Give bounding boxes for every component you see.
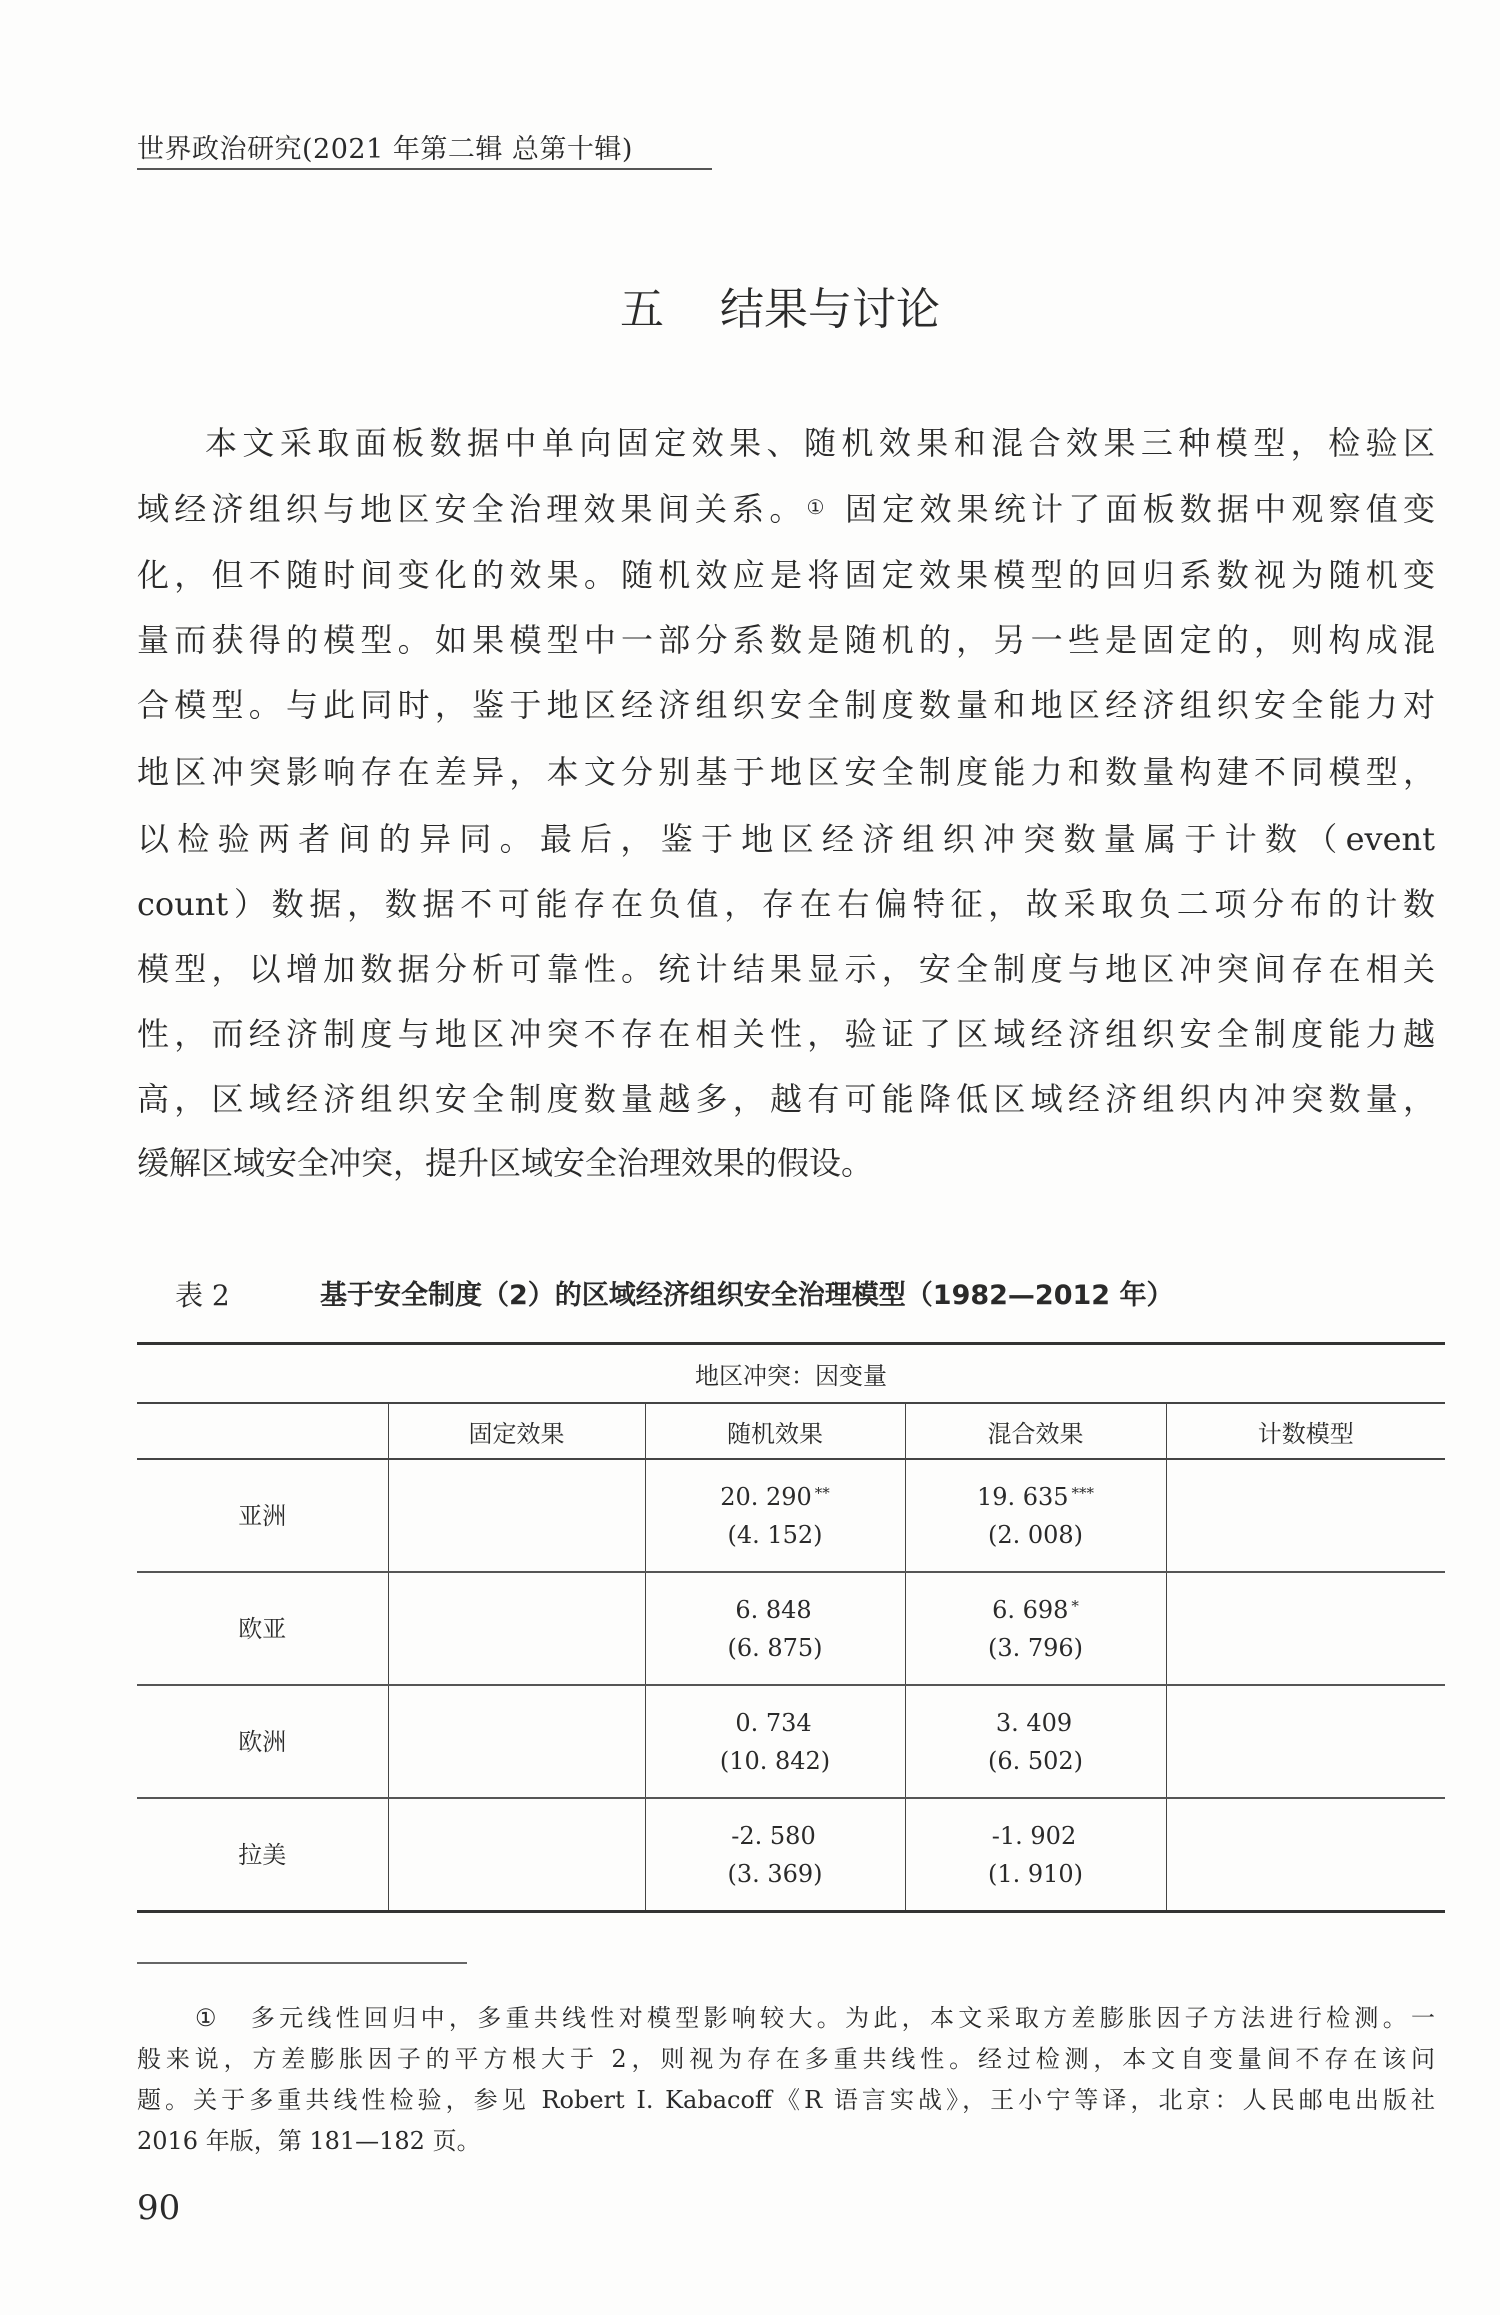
footnote-rule <box>137 1962 467 1964</box>
running-head: 世界政治研究(2021 年第二辑 总第十辑) <box>137 134 633 165</box>
table-title: 基于安全制度（2）的区域经济组织安全治理模型（1982—2012 年） <box>320 1280 1174 1311</box>
region-cell: 欧洲 <box>137 1685 388 1798</box>
footnote-text: 多元线性回归中，多重共线性对模型影响较大。为此，本文采取方差膨胀因子方法进行检测。一 <box>250 2004 1436 2032</box>
count-cell <box>1166 1685 1445 1798</box>
mixed-cell <box>905 1459 1166 1572</box>
mixed-cell <box>905 1572 1166 1685</box>
column-header: 固定效果 <box>388 1403 645 1459</box>
body-line: 量而获得的模型。如果模型中一部分系数是随机的，另一些是固定的，则构成混 <box>137 621 1435 659</box>
region-cell: 拉美 <box>137 1798 388 1912</box>
standard-error: (6. 502) <box>987 1746 1084 1775</box>
body-line: 高，区域经济组织安全制度数量越多，越有可能降低区域经济组织内冲突数量， <box>137 1080 1435 1118</box>
footnote-line: 题。关于多重共线性检验，参见 Robert I. Kabacoff《R 语言实战》，王小宁等译，北京：人民邮电出版社 <box>137 2086 1435 2114</box>
coefficient: -2. 580 <box>731 1821 816 1850</box>
section-number: 五 <box>620 284 664 335</box>
standard-error: (3. 369) <box>727 1859 823 1888</box>
coefficient: 19. 635 <box>976 1482 1069 1511</box>
significance-stars: *** <box>1071 1483 1095 1502</box>
body-line: 以检验两者间的异同。最后，鉴于地区经济组织冲突数量属于计数（event <box>137 820 1435 858</box>
body-line: 本文采取面板数据中单向固定效果、随机效果和混合效果三种模型，检验区 <box>205 424 1435 462</box>
section-heading: 结果与讨论 <box>720 284 940 335</box>
region-cell: 亚洲 <box>137 1459 388 1572</box>
fixed-cell <box>388 1798 645 1912</box>
coefficient: 6. 698 <box>992 1595 1069 1624</box>
region-cell: 欧亚 <box>137 1572 388 1685</box>
column-header: 随机效果 <box>645 1403 905 1459</box>
body-line: 合模型。与此同时，鉴于地区经济组织安全制度数量和地区经济组织安全能力对 <box>137 686 1435 724</box>
coefficient: 3. 409 <box>995 1708 1073 1737</box>
random-cell <box>645 1459 905 1572</box>
results-table <box>137 1342 1445 1913</box>
footnote-line <box>195 2003 1435 2033</box>
standard-error: (2. 008) <box>987 1520 1084 1549</box>
table-row <box>137 1572 1445 1685</box>
table-row <box>137 1459 1445 1572</box>
dependent-variable-row <box>137 1344 1445 1404</box>
column-header: 混合效果 <box>905 1403 1166 1459</box>
page-number: 90 <box>137 2188 181 2228</box>
standard-error: (10. 842) <box>719 1746 831 1775</box>
section-title <box>620 282 940 338</box>
body-line-text: 域经济组织与地区安全治理效果间关系。 <box>137 490 807 528</box>
standard-error: (3. 796) <box>987 1633 1084 1662</box>
body-line: 性，而经济制度与地区冲突不存在相关性，验证了区域经济组织安全制度能力越 <box>137 1015 1435 1053</box>
body-line-text: 固定效果统计了面板数据中观察值变 <box>845 490 1435 528</box>
significance-stars: * <box>1071 1596 1079 1615</box>
fixed-cell <box>388 1572 645 1685</box>
fixed-cell <box>388 1685 645 1798</box>
body-line: count）数据，数据不可能存在负值，存在右偏特征，故采取负二项分布的计数 <box>137 885 1435 923</box>
body-line: 模型，以增加数据分析可靠性。统计结果显示，安全制度与地区冲突间存在相关 <box>137 950 1435 988</box>
body-line <box>137 489 1435 529</box>
header-rule <box>137 168 712 170</box>
mixed-cell <box>905 1685 1166 1798</box>
body-line: 缓解区域安全冲突，提升区域安全治理效果的假设。 <box>137 1144 874 1182</box>
table-header-row <box>137 1403 1445 1459</box>
body-line: 化，但不随时间变化的效果。随机效应是将固定效果模型的回归系数视为随机变 <box>137 556 1435 594</box>
table-row <box>137 1798 1445 1912</box>
footnote-reference[interactable]: ① <box>806 495 830 519</box>
dependent-variable-label: 地区冲突：因变量 <box>137 1344 1445 1404</box>
standard-error: (6. 875) <box>727 1633 823 1662</box>
coefficient: -1. 902 <box>991 1821 1077 1850</box>
mixed-cell <box>905 1798 1166 1912</box>
random-cell <box>645 1798 905 1912</box>
column-header: 计数模型 <box>1166 1403 1445 1459</box>
random-cell <box>645 1572 905 1685</box>
standard-error: (1. 910) <box>987 1859 1084 1888</box>
random-cell <box>645 1685 905 1798</box>
count-cell <box>1166 1572 1445 1685</box>
standard-error: (4. 152) <box>727 1520 823 1549</box>
body-line: 地区冲突影响存在差异，本文分别基于地区安全制度能力和数量构建不同模型， <box>137 753 1435 791</box>
coefficient: 20. 290 <box>720 1482 812 1511</box>
column-header <box>137 1403 388 1459</box>
count-cell <box>1166 1798 1445 1912</box>
count-cell <box>1166 1459 1445 1572</box>
coefficient: 6. 848 <box>735 1595 812 1624</box>
table-row <box>137 1685 1445 1798</box>
footnote-line: 2016 年版，第 181—182 页。 <box>137 2127 481 2155</box>
coefficient: 0. 734 <box>735 1708 812 1737</box>
fixed-cell <box>388 1459 645 1572</box>
table-label: 表 2 <box>175 1279 230 1312</box>
significance-stars: ** <box>814 1483 830 1502</box>
footnote-line: 般来说，方差膨胀因子的平方根大于 2，则视为存在多重共线性。经过检测，本文自变量间不存在该问 <box>137 2045 1435 2073</box>
footnote-mark: ① <box>195 2004 221 2032</box>
